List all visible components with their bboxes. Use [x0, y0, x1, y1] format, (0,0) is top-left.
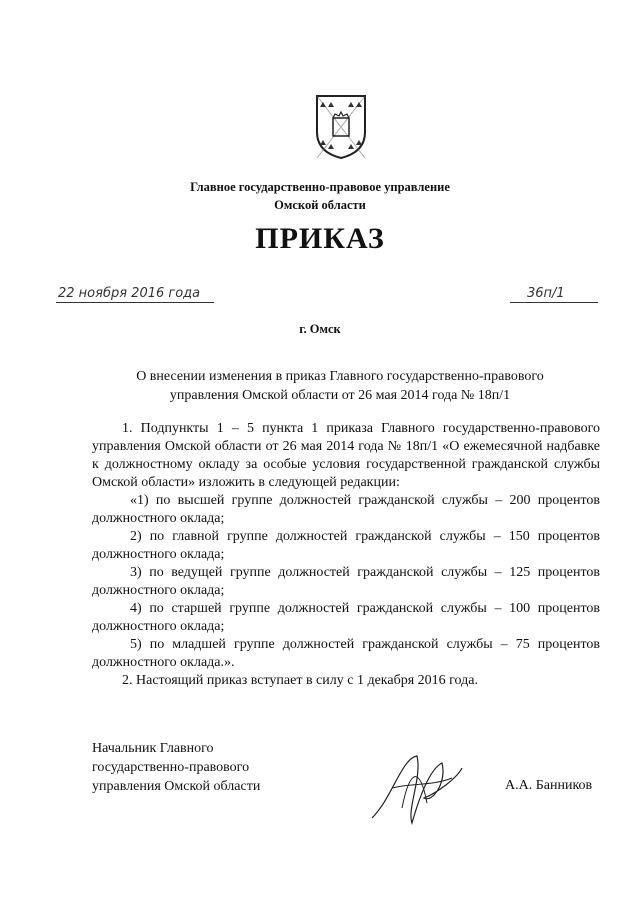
handwritten-order-number: 36п/1	[527, 286, 565, 301]
signatory-title	[92, 739, 260, 796]
organization-name-line1: Главное государственно-правовое управление	[190, 180, 450, 194]
paragraph-1: 1. Подпункты 1 – 5 пункта 1 приказа Главного государственно-правового управления Омской области от 26 мая 2014 года № 18п/1 «О ежемесячной надбавке к должностному окладу за особые условия государственной гражданской службы Омской области» изложить в следующей редакции:	[92, 421, 600, 490]
list-item: 5) по младшей группе должностей гражданской службы – 75 процентов должностного оклада.».	[92, 637, 600, 670]
handwritten-signature	[362, 748, 472, 828]
organization-name-line2: Омской области	[274, 198, 366, 212]
list-item: 4) по старшей группе должностей гражданской службы – 100 процентов должностного оклада;	[92, 601, 600, 634]
signatory-title-line2: государственно-правового	[92, 760, 250, 775]
handwritten-date: 22 ноября 2016 года	[58, 286, 201, 301]
city-label: г. Омск	[299, 322, 341, 336]
signatory-name: А.А. Банников	[505, 778, 593, 793]
list-item: 3) по ведущей группе должностей гражданской службы – 125 процентов должностного оклада;	[92, 565, 600, 598]
subject-line1: О внесении изменения в приказ Главного государственно-правового	[136, 369, 544, 384]
signatory-title-line1: Начальник Главного	[92, 741, 214, 756]
list-item: 2) по главной группе должностей гражданской службы – 150 процентов должностного оклада;	[92, 529, 600, 562]
coat-of-arms-emblem	[313, 92, 369, 160]
document-subject	[100, 367, 580, 405]
document-body	[92, 420, 600, 690]
number-underline	[510, 302, 598, 303]
date-underline	[56, 302, 214, 303]
list-item: «1) по высшей группе должностей гражданской службы – 200 процентов должностного оклада;	[92, 493, 600, 526]
paragraph-2: 2. Настоящий приказ вступает в силу с 1 декабря 2016 года.	[122, 673, 478, 688]
document-title: ПРИКАЗ	[255, 222, 385, 255]
signatory-title-line3: управления Омской области	[92, 779, 261, 794]
subject-line2: управления Омской области от 26 мая 2014 года № 18п/1	[169, 388, 511, 403]
